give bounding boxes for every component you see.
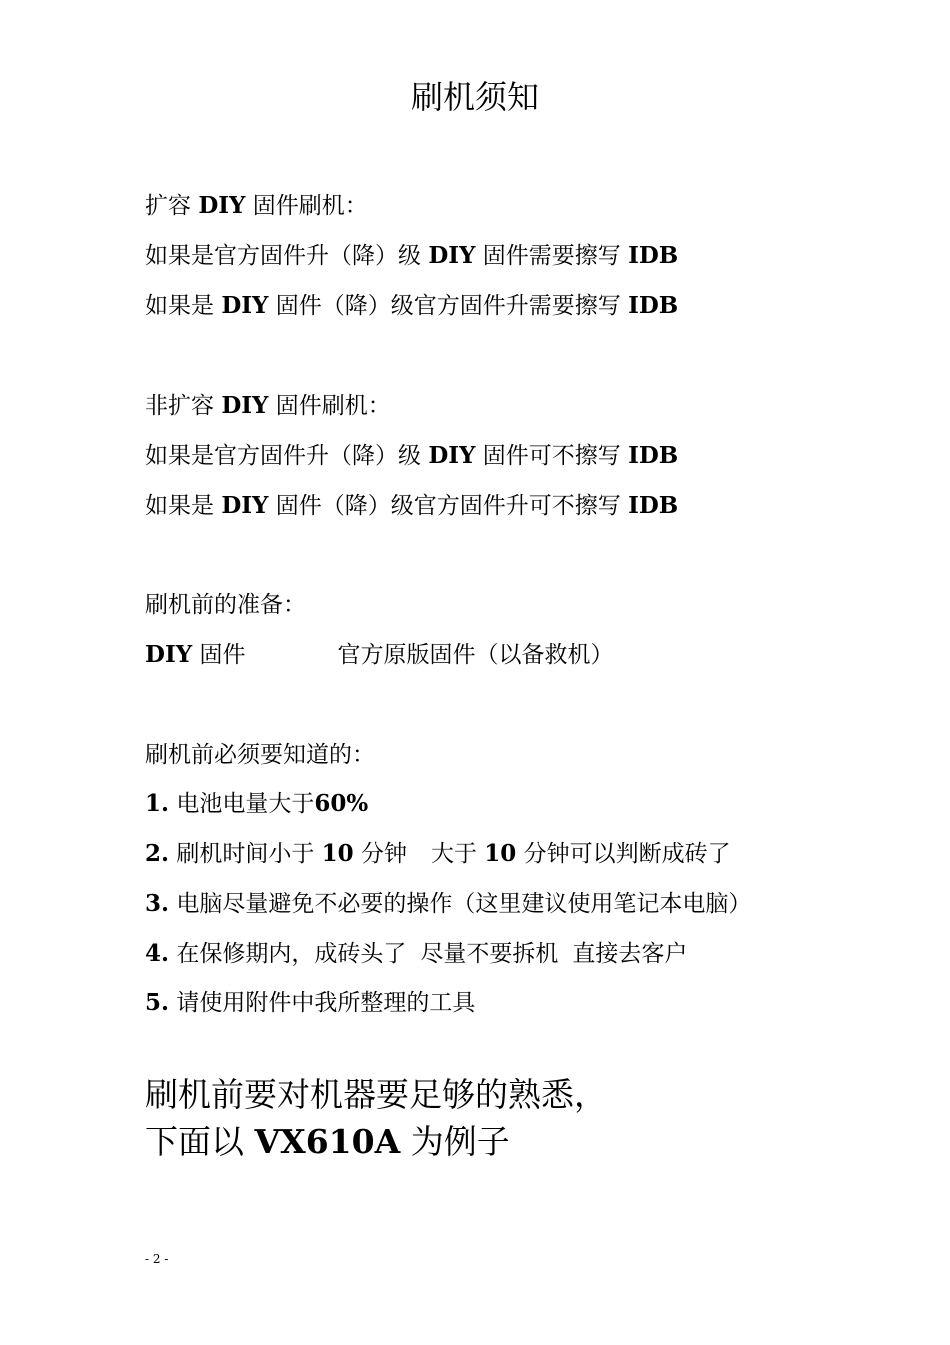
item-number: 2. xyxy=(145,840,170,867)
item-number: 1. xyxy=(145,790,170,817)
expand-line-1-pre: 如果是官方固件升（降）级 xyxy=(145,243,421,269)
item-number: 4. xyxy=(145,940,170,967)
item-bold-2: 10 xyxy=(484,840,517,867)
preparation-item-2-text: 官方原版固件（以备救机） xyxy=(337,642,614,668)
expand-heading-pre: 扩容 xyxy=(145,193,191,219)
preparation-heading: 刷机前的准备： xyxy=(145,592,306,618)
non-expand-line-2-pre: 如果是 xyxy=(145,493,214,519)
must-know-item-4 xyxy=(145,939,687,969)
closing-line-2-pre: 下面以 xyxy=(145,1122,244,1161)
item-text: 电池电量大于 xyxy=(176,791,315,817)
item-text-post: 分钟 xyxy=(360,841,407,867)
preparation-item-1-text: 固件 xyxy=(199,642,246,668)
non-expand-heading xyxy=(145,391,391,421)
closing-line-1: 刷机前要对机器要足够的熟悉， xyxy=(145,1075,607,1114)
item-number: 5. xyxy=(145,989,170,1016)
closing-line-2-post: 为例子 xyxy=(410,1122,510,1161)
page-title: 刷机须知 xyxy=(410,78,539,116)
item-number: 3. xyxy=(145,890,170,917)
expand-line-1-end: IDB xyxy=(628,242,679,269)
non-expand-line-1-bold: DIY xyxy=(428,442,476,469)
must-know-item-1 xyxy=(145,789,368,819)
non-expand-line-1 xyxy=(145,441,678,471)
closing-line-2 xyxy=(145,1120,510,1164)
item-text-mid: 尽量不要拆机 xyxy=(420,941,559,967)
non-expand-line-2 xyxy=(145,491,678,521)
item-text-2: 大于 xyxy=(430,841,477,867)
expand-line-2-bold: DIY xyxy=(221,292,269,319)
item-text: 请使用附件中我所整理的工具 xyxy=(176,990,476,1016)
must-know-item-2 xyxy=(145,839,731,869)
item-text: 电脑尽量避免不必要的操作（这里建议使用笔记本电脑） xyxy=(176,891,752,917)
item-bold: 10 xyxy=(321,840,354,867)
item-text-post: 直接去客户 xyxy=(572,941,688,967)
expand-line-1-mid: 固件需要擦写 xyxy=(482,243,621,269)
page-number: - 2 - xyxy=(145,1252,169,1266)
non-expand-line-2-mid: 固件（降）级官方固件升可不擦写 xyxy=(275,493,621,519)
must-know-item-3 xyxy=(145,889,751,919)
expand-heading-post: 固件刷机： xyxy=(252,193,368,219)
expand-line-1-bold: DIY xyxy=(428,242,476,269)
non-expand-line-2-end: IDB xyxy=(628,492,679,519)
item-bold: 60% xyxy=(314,790,369,817)
expand-line-2-pre: 如果是 xyxy=(145,293,214,319)
non-expand-line-1-mid: 固件可不擦写 xyxy=(482,443,621,469)
must-know-item-5 xyxy=(145,988,475,1018)
expand-heading-bold: DIY xyxy=(198,192,246,219)
non-expand-line-1-end: IDB xyxy=(628,442,679,469)
expand-line-2-end: IDB xyxy=(628,292,679,319)
preparation-item-1-bold: DIY xyxy=(145,641,193,668)
expand-line-2 xyxy=(145,291,678,321)
non-expand-line-2-bold: DIY xyxy=(221,492,269,519)
item-text: 在保修期内，成砖头了 xyxy=(176,941,407,967)
preparation-items xyxy=(145,640,613,670)
expand-line-2-mid: 固件（降）级官方固件升需要擦写 xyxy=(275,293,621,319)
non-expand-line-1-pre: 如果是官方固件升（降）级 xyxy=(145,443,421,469)
expand-line-1 xyxy=(145,241,678,271)
must-know-heading: 刷机前必须要知道的： xyxy=(145,742,375,768)
non-expand-heading-bold: DIY xyxy=(221,392,269,419)
item-text-post-2: 分钟可以判断成砖了 xyxy=(523,841,731,867)
item-text: 刷机时间小于 xyxy=(176,841,315,867)
non-expand-heading-post: 固件刷机： xyxy=(275,393,391,419)
expand-heading xyxy=(145,191,368,221)
closing-line-2-bold: VX610A xyxy=(254,1122,401,1161)
non-expand-heading-pre: 非扩容 xyxy=(145,393,214,419)
